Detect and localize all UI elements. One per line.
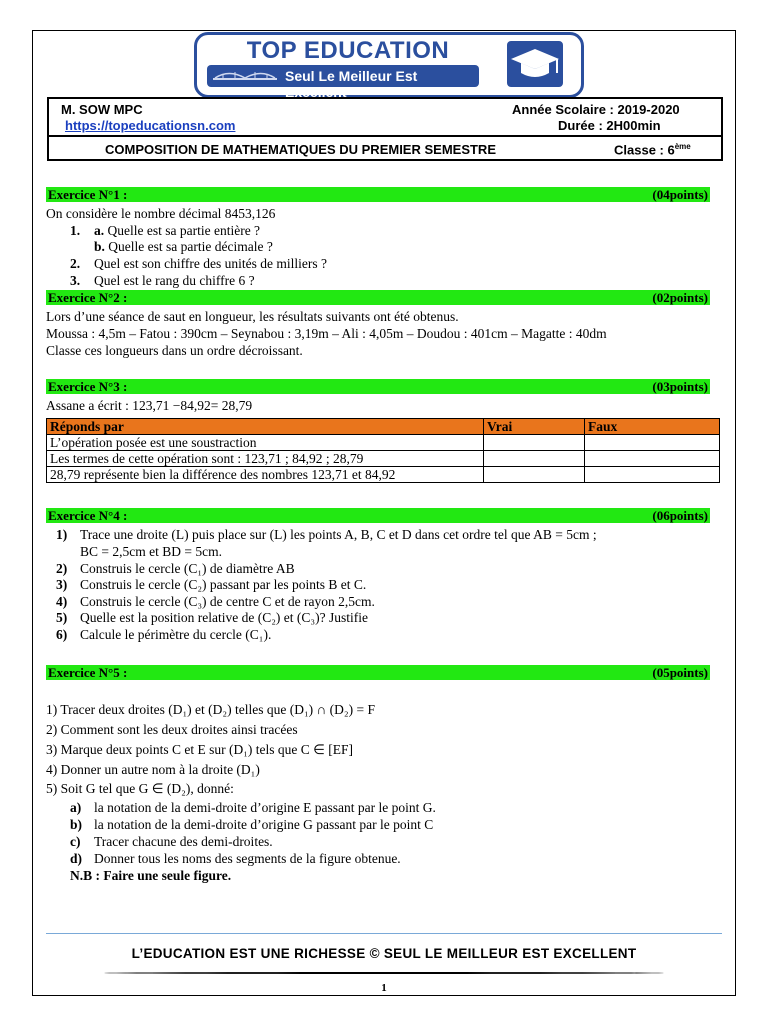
ex4-item-1: 1) Trace une droite (L) puis place sur (L) les points A, B, C et D dans cet ordre tel que AB = 5cm ; xyxy=(56,527,597,542)
exam-duration: Durée : 2H00min xyxy=(558,118,661,133)
ex5-item-3: 3) Marque deux points C et E sur (D₁) tels que C ∈ [EF] xyxy=(46,742,354,757)
ex4-item-6: 6) Calcule le périmètre du cercle (C₁). xyxy=(56,627,272,642)
vrai-cell[interactable] xyxy=(484,435,585,451)
class-label: Classe : 6ème xyxy=(614,142,691,158)
exercise-5-header xyxy=(46,665,710,680)
table-header: Vrai xyxy=(484,419,585,435)
ex2-line-2: Moussa : 4,5m – Fatou : 390cm – Seynabou : 3,19m – Ali : 4,05m – Doudou : 401cm – Magatte : 40dm xyxy=(46,326,607,341)
logo-title: TOP EDUCATION xyxy=(246,37,450,64)
exercise-2-header xyxy=(46,290,710,305)
faux-cell[interactable] xyxy=(585,451,720,467)
footer-slogan: L’EDUCATION EST UNE RICHESSE © SEUL LE MEILLEUR EST EXCELLENT xyxy=(131,946,637,961)
ex1-question-3: 3. Quel est le rang du chiffre 6 ? xyxy=(70,273,255,288)
exercise-1-header xyxy=(46,187,710,202)
ex5-note: N.B : Faire une seule figure. xyxy=(70,868,232,883)
ex5-item-4: 4) Donner un autre nom à la droite (D₁) xyxy=(46,762,260,777)
exercise-title: Exercice N°3 : xyxy=(48,379,128,394)
ex4-item-1-cont: BC = 2,5cm et BD = 5cm. xyxy=(80,544,222,559)
ex1-question-2: 2. Quel est son chiffre des unités de milliers ? xyxy=(70,256,327,271)
true-false-table xyxy=(46,418,720,483)
ex4-item-4: 4) Construis le cercle (C₃) de centre C et de rayon 2,5cm. xyxy=(56,594,375,609)
ex5-subitem-d: d) Donner tous les noms des segments de la figure obtenue. xyxy=(70,851,401,866)
exercise-points: (06points) xyxy=(652,508,708,523)
ex1-question-1b: b. Quelle est sa partie décimale ? xyxy=(94,239,273,254)
ex1-question-1a: 1. a. Quelle est sa partie entière ? xyxy=(70,223,261,238)
logo-slogan: Seul Le Meilleur Est Excellent xyxy=(285,68,418,100)
vrai-cell[interactable] xyxy=(484,467,585,483)
exam-title: COMPOSITION DE MATHEMATIQUES DU PREMIER SEMESTRE xyxy=(105,142,496,157)
exercise-points: (03points) xyxy=(652,379,708,394)
vrai-cell[interactable] xyxy=(484,451,585,467)
table-header-row xyxy=(47,419,720,435)
faux-cell[interactable] xyxy=(585,467,720,483)
table-cell: Les termes de cette opération sont : 123,71 ; 84,92 ; 28,79 xyxy=(47,451,484,467)
footer-rule xyxy=(104,972,664,974)
exercise-4-header xyxy=(46,508,710,523)
header-info-row xyxy=(49,99,721,137)
exercise-3-header xyxy=(46,379,710,394)
graduation-cap-icon xyxy=(507,41,563,87)
teacher-name: M. SOW MPC xyxy=(61,102,143,117)
website-link[interactable]: https://topeducationsn.com xyxy=(65,118,236,133)
ex5-item-1: 1) Tracer deux droites (D₁) et (D₂) telles que (D₁) ∩ (D₂) = F xyxy=(46,702,375,717)
school-year: Année Scolaire : 2019-2020 xyxy=(512,102,680,117)
ex4-item-2: 2) Construis le cercle (C₁) de diamètre AB xyxy=(56,561,295,576)
ex5-subitem-c: c) Tracer chacune des demi-droites. xyxy=(70,834,273,849)
ex3-intro: Assane a écrit : 123,71 −84,92= 28,79 xyxy=(46,398,253,413)
faux-cell[interactable] xyxy=(585,435,720,451)
ex4-item-5: 5) Quelle est la position relative de (C₂) et (C₃)? Justifie xyxy=(56,610,368,625)
ex5-item-5: 5) Soit G tel que G ∈ (D₂), donné: xyxy=(46,781,234,796)
exercise-points: (02points) xyxy=(652,290,708,305)
exercise-title: Exercice N°5 : xyxy=(48,665,128,680)
table-cell: L’opération posée est une soustraction xyxy=(47,435,484,451)
table-cell: 28,79 représente bien la différence des nombres 123,71 et 84,92 xyxy=(47,467,484,483)
exam-header xyxy=(47,97,723,161)
ex5-item-2: 2) Comment sont les deux droites ainsi tracées xyxy=(46,722,298,737)
exercise-points: (04points) xyxy=(652,187,708,202)
ex2-line-1: Lors d’une séance de saut en longueur, les résultats suivants ont été obtenus. xyxy=(46,309,459,324)
top-education-logo xyxy=(194,32,584,98)
logo-slogan-bar xyxy=(207,65,479,100)
page-number: 1 xyxy=(381,982,387,994)
table-row xyxy=(47,467,720,483)
table-row xyxy=(47,435,720,451)
table-header: Réponds par xyxy=(47,419,484,435)
ex1-intro: On considère le nombre décimal 8453,126 xyxy=(46,206,276,221)
table-header: Faux xyxy=(585,419,720,435)
bridge-icon xyxy=(213,69,277,83)
ex5-subitem-b: b) la notation de la demi-droite d’origine G passant par le point C xyxy=(70,817,434,832)
exercise-points: (05points) xyxy=(652,665,708,680)
ex2-line-3: Classe ces longueurs dans un ordre décroissant. xyxy=(46,343,303,358)
exercise-title: Exercice N°2 : xyxy=(48,290,128,305)
exercise-title: Exercice N°1 : xyxy=(48,187,128,202)
ex5-subitem-a: a) la notation de la demi-droite d’origine E passant par le point G. xyxy=(70,800,436,815)
table-row xyxy=(47,451,720,467)
footer-divider xyxy=(46,933,722,934)
exercise-title: Exercice N°4 : xyxy=(48,508,128,523)
ex4-item-3: 3) Construis le cercle (C₂) passant par les points B et C. xyxy=(56,577,367,592)
